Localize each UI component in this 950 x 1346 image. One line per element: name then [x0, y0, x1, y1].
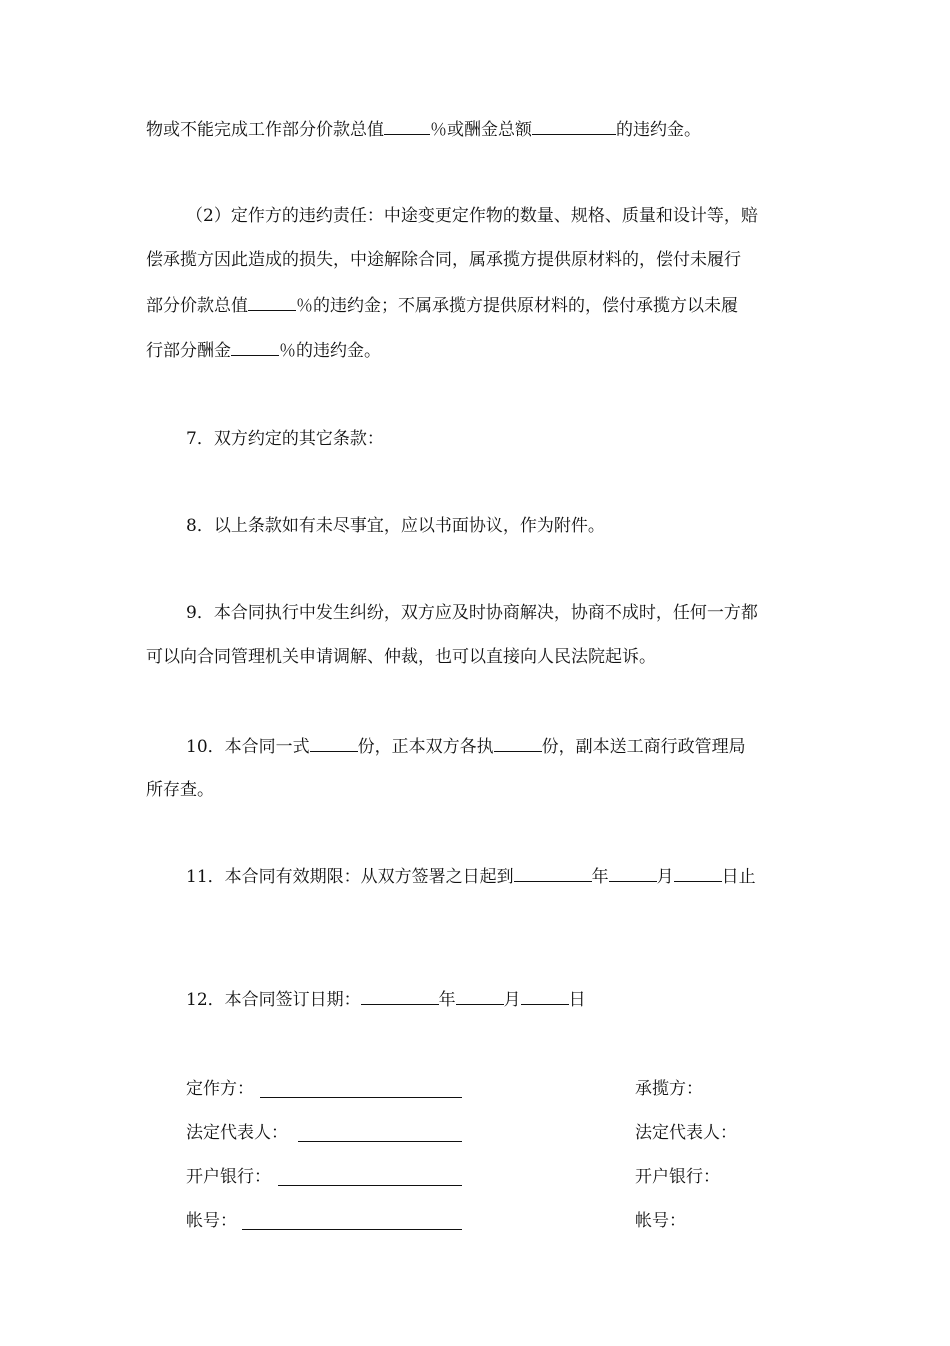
text: 12．本合同签订日期：: [186, 990, 361, 1010]
text: 月: [503, 990, 521, 1010]
text: 月: [656, 867, 674, 887]
text: 11．本合同有效期限：从双方签署之日起到: [186, 867, 514, 887]
text: 日: [568, 990, 586, 1010]
account-signature-line-left[interactable]: [242, 1228, 462, 1230]
undertaker-label: 承揽方：: [635, 1079, 703, 1099]
legal-rep-label-right: 法定代表人：: [635, 1123, 737, 1143]
text: 的违约金。: [616, 120, 701, 140]
clause-6-2-line-1: （2）定作方的违约责任：中途变更定作物的数量、规格、质量和设计等，赔: [186, 206, 758, 226]
text: 份，副本送工商行政管理局: [541, 737, 746, 757]
contractor-label: 定作方：: [186, 1079, 254, 1099]
clause-12: [186, 988, 586, 1011]
clause-9-line-2: 可以向合同管理机关申请调解、仲裁，也可以直接向人民法院起诉。: [146, 647, 656, 667]
blank-field[interactable]: [231, 339, 279, 356]
clause-10-line-1: [186, 735, 746, 758]
blank-field[interactable]: [310, 735, 358, 752]
legal-rep-label-left: 法定代表人：: [186, 1123, 288, 1143]
clause-10-line-2: 所存查。: [146, 780, 214, 800]
text: 部分价款总值: [146, 296, 248, 316]
blank-field[interactable]: [248, 294, 296, 311]
month-blank[interactable]: [456, 988, 504, 1005]
text: 行部分酬金: [146, 341, 231, 361]
text: ％的违约金；不属承揽方提供原材料的，偿付承揽方以未履: [296, 296, 738, 316]
text: ％的违约金。: [279, 341, 381, 361]
bank-label-left: 开户银行：: [186, 1167, 271, 1187]
blank-field[interactable]: [532, 118, 616, 135]
account-label-left: 帐号：: [186, 1211, 237, 1231]
day-blank[interactable]: [521, 988, 569, 1005]
month-blank[interactable]: [609, 865, 657, 882]
account-label-right: 帐号：: [635, 1211, 686, 1231]
text: 份，正本双方各执: [357, 737, 494, 757]
text: 物或不能完成工作部分价款总值: [146, 120, 384, 140]
year-blank[interactable]: [514, 865, 592, 882]
legal-rep-signature-line-left[interactable]: [298, 1140, 462, 1142]
clause-6-2-line-2: 偿承揽方因此造成的损失，中途解除合同，属承揽方提供原材料的，偿付未履行: [146, 250, 741, 270]
text: 年: [438, 990, 456, 1010]
text: 日止: [721, 867, 756, 887]
clause-11: [186, 865, 756, 888]
year-blank[interactable]: [361, 988, 439, 1005]
clause-7: 7．双方约定的其它条款：: [186, 429, 384, 449]
clause-6-1-end: [146, 118, 701, 141]
text: 10．本合同一式: [186, 737, 310, 757]
text: ％或酬金总额: [430, 120, 532, 140]
clause-6-2-line-3: [146, 294, 738, 317]
blank-field[interactable]: [494, 735, 542, 752]
clause-8: 8．以上条款如有未尽事宜，应以书面协议，作为附件。: [186, 516, 605, 536]
day-blank[interactable]: [674, 865, 722, 882]
text: 年: [591, 867, 609, 887]
contractor-signature-line[interactable]: [260, 1096, 462, 1098]
clause-6-2-line-4: [146, 339, 381, 362]
clause-9-line-1: 9．本合同执行中发生纠纷，双方应及时协商解决，协商不成时，任何一方都: [186, 603, 758, 623]
bank-label-right: 开户银行：: [635, 1167, 720, 1187]
blank-field[interactable]: [384, 118, 430, 135]
bank-signature-line-left[interactable]: [278, 1184, 462, 1186]
